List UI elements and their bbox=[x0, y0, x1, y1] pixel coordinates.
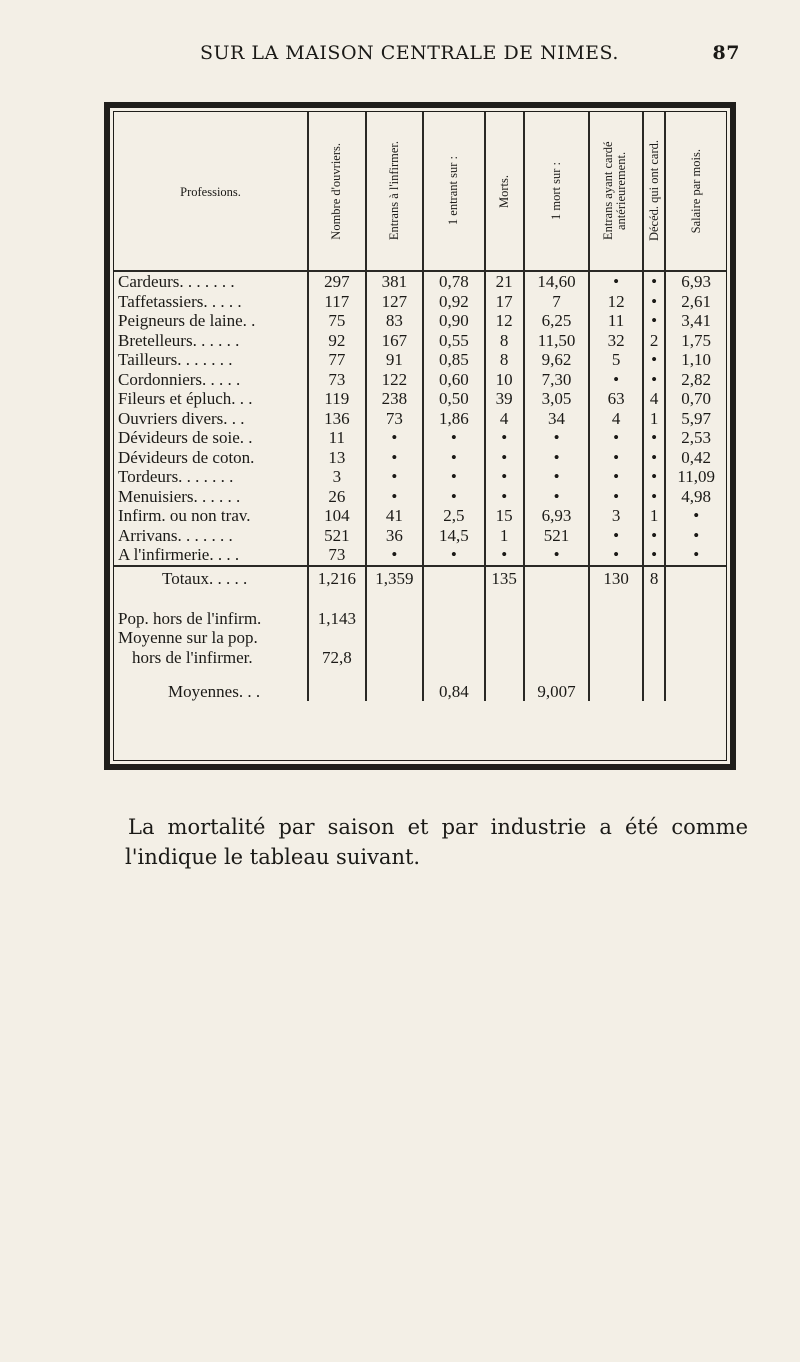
value-cell: • bbox=[485, 448, 524, 468]
header-carded-entrants: Entrans ayant cardé antérieurement. bbox=[589, 112, 642, 271]
value-cell: • bbox=[693, 545, 700, 565]
value-cell: 3 bbox=[308, 467, 366, 487]
table-row bbox=[114, 448, 726, 468]
profession-cell: Cardeurs. . . . . . . bbox=[114, 271, 308, 292]
table-row bbox=[114, 292, 726, 312]
value-cell: • bbox=[643, 487, 666, 507]
header-death-ratio: 1 mort sur : bbox=[524, 112, 590, 271]
value-cell: 167 bbox=[366, 331, 424, 351]
value-cell: 4,98 bbox=[681, 486, 712, 506]
empty-cell bbox=[643, 609, 666, 629]
empty-cell bbox=[643, 648, 666, 668]
empty-cell bbox=[423, 648, 485, 668]
value-cell: 4 bbox=[643, 389, 666, 409]
value-cell: • bbox=[643, 526, 666, 546]
value-cell: • bbox=[589, 428, 642, 448]
value-cell: 130 bbox=[589, 566, 642, 591]
value-cell: • bbox=[693, 506, 700, 526]
summary-row bbox=[114, 628, 726, 648]
value-cell: 41 bbox=[366, 506, 424, 526]
value-cell: • bbox=[366, 545, 424, 566]
value-cell: • bbox=[524, 545, 590, 566]
table-row bbox=[114, 428, 726, 448]
empty-cell bbox=[423, 591, 485, 609]
value-cell: 4 bbox=[485, 409, 524, 429]
empty-cell bbox=[589, 648, 642, 668]
value-cell: 238 bbox=[366, 389, 424, 409]
value-cell: 6,93 bbox=[681, 272, 712, 292]
table-row bbox=[114, 467, 726, 487]
value-cell bbox=[485, 667, 524, 701]
header-entrants: Entrans à l'infirmer. bbox=[366, 112, 424, 271]
value-cell: 73 bbox=[308, 545, 366, 566]
spacer-row bbox=[114, 591, 726, 609]
table-row bbox=[114, 370, 726, 390]
value-cell bbox=[589, 667, 642, 701]
value-cell: • bbox=[485, 467, 524, 487]
value-cell: 3 bbox=[589, 506, 642, 526]
value-cell: • bbox=[643, 545, 666, 566]
summary-row bbox=[114, 648, 726, 668]
value-cell: 0,42 bbox=[681, 447, 712, 467]
running-header bbox=[190, 42, 740, 72]
value-cell: 12 bbox=[589, 292, 642, 312]
profession-cell: Ouvriers divers. . . bbox=[114, 409, 308, 429]
value-cell: 1,216 bbox=[308, 566, 366, 591]
empty-cell bbox=[665, 591, 726, 609]
value-cell: 2,5 bbox=[423, 506, 485, 526]
value-cell: 36 bbox=[366, 526, 424, 546]
value-cell: 1 bbox=[485, 526, 524, 546]
value-cell: • bbox=[423, 545, 485, 566]
table-row bbox=[114, 409, 726, 429]
value-cell: • bbox=[366, 467, 424, 487]
value-cell: 32 bbox=[589, 331, 642, 351]
table-row bbox=[114, 545, 726, 566]
value-cell: 0,85 bbox=[423, 350, 485, 370]
value-cell: 0,78 bbox=[423, 271, 485, 292]
value-cell: 73 bbox=[308, 370, 366, 390]
profession-cell: Moyennes. . . bbox=[114, 667, 308, 701]
table-row bbox=[114, 526, 726, 546]
value-cell: 521 bbox=[308, 526, 366, 546]
value-cell: 13 bbox=[308, 448, 366, 468]
header-entrant-ratio: 1 entrant sur : bbox=[423, 112, 485, 271]
mortality-table bbox=[114, 112, 726, 701]
summary-value: 72,8 bbox=[308, 648, 366, 668]
value-cell: 1 bbox=[643, 409, 666, 429]
value-cell: • bbox=[423, 448, 485, 468]
value-cell: • bbox=[423, 487, 485, 507]
value-cell: 14,60 bbox=[524, 271, 590, 292]
value-cell: 4 bbox=[589, 409, 642, 429]
table-row bbox=[114, 487, 726, 507]
value-cell: 117 bbox=[308, 292, 366, 312]
table-row bbox=[114, 271, 726, 292]
value-cell: 6,93 bbox=[524, 506, 590, 526]
summary-label: hors de l'infirmer. bbox=[114, 648, 308, 668]
profession-cell: Taffetassiers. . . . . bbox=[114, 292, 308, 312]
value-cell: • bbox=[485, 487, 524, 507]
value-cell: • bbox=[366, 448, 424, 468]
value-cell: 91 bbox=[366, 350, 424, 370]
profession-cell: A l'infirmerie. . . . bbox=[114, 545, 308, 566]
value-cell: 3,05 bbox=[524, 389, 590, 409]
empty-cell bbox=[665, 628, 726, 648]
value-cell: • bbox=[643, 370, 666, 390]
value-cell: 26 bbox=[308, 487, 366, 507]
empty-cell bbox=[524, 609, 590, 629]
value-cell: • bbox=[643, 448, 666, 468]
value-cell bbox=[308, 667, 366, 701]
value-cell: 17 bbox=[485, 292, 524, 312]
value-cell: 63 bbox=[589, 389, 642, 409]
profession-cell: Tailleurs. . . . . . . bbox=[114, 350, 308, 370]
summary-value bbox=[308, 628, 366, 648]
value-cell: • bbox=[524, 467, 590, 487]
value-cell: 0,50 bbox=[423, 389, 485, 409]
value-cell: 119 bbox=[308, 389, 366, 409]
value-cell bbox=[665, 667, 726, 701]
value-cell bbox=[665, 566, 726, 591]
empty-cell bbox=[366, 591, 424, 609]
empty-cell bbox=[423, 628, 485, 648]
empty-cell bbox=[665, 648, 726, 668]
value-cell: 21 bbox=[485, 271, 524, 292]
value-cell: 104 bbox=[308, 506, 366, 526]
table-row bbox=[114, 331, 726, 351]
value-cell: 6,25 bbox=[524, 311, 590, 331]
empty-cell bbox=[524, 591, 590, 609]
value-cell: • bbox=[643, 467, 666, 487]
value-cell bbox=[643, 667, 666, 701]
value-cell: 10 bbox=[485, 370, 524, 390]
summary-row bbox=[114, 609, 726, 629]
value-cell: 2,61 bbox=[681, 291, 712, 311]
profession-cell: Totaux. . . . . bbox=[114, 566, 308, 591]
table-row bbox=[114, 311, 726, 331]
value-cell: 5,97 bbox=[681, 408, 712, 428]
value-cell: 136 bbox=[308, 409, 366, 429]
value-cell: • bbox=[366, 428, 424, 448]
value-cell: • bbox=[589, 467, 642, 487]
value-cell: • bbox=[366, 487, 424, 507]
empty-cell bbox=[485, 628, 524, 648]
empty-cell bbox=[485, 648, 524, 668]
empty-cell bbox=[308, 591, 366, 609]
value-cell: 8 bbox=[485, 350, 524, 370]
empty-cell bbox=[366, 609, 424, 629]
profession-cell: Infirm. ou non trav. bbox=[114, 506, 308, 526]
value-cell: 39 bbox=[485, 389, 524, 409]
header-workers: Nombre d'ouvriers. bbox=[308, 112, 366, 271]
value-cell: 127 bbox=[366, 292, 424, 312]
value-cell: • bbox=[643, 271, 666, 292]
running-title: SUR LA MAISON CENTRALE DE NIMES. bbox=[200, 42, 619, 64]
value-cell: • bbox=[589, 487, 642, 507]
profession-cell: Peigneurs de laine. . bbox=[114, 311, 308, 331]
value-cell: 2,82 bbox=[681, 369, 712, 389]
empty-cell bbox=[366, 648, 424, 668]
value-cell: • bbox=[589, 271, 642, 292]
value-cell: • bbox=[643, 311, 666, 331]
value-cell: • bbox=[589, 526, 642, 546]
value-cell: • bbox=[643, 350, 666, 370]
value-cell: 521 bbox=[524, 526, 590, 546]
value-cell: 9,007 bbox=[524, 667, 590, 701]
profession-cell: Fileurs et épluch. . . bbox=[114, 389, 308, 409]
value-cell: 15 bbox=[485, 506, 524, 526]
value-cell: 0,55 bbox=[423, 331, 485, 351]
value-cell: 75 bbox=[308, 311, 366, 331]
table-row bbox=[114, 389, 726, 409]
paragraph-line-1: La mortalité par saison et par industrie a été comme bbox=[128, 815, 748, 839]
empty-cell bbox=[643, 628, 666, 648]
value-cell bbox=[366, 667, 424, 701]
value-cell: 11 bbox=[589, 311, 642, 331]
value-cell: 0,92 bbox=[423, 292, 485, 312]
value-cell: 8 bbox=[643, 566, 666, 591]
profession-cell: Bretelleurs. . . . . . bbox=[114, 331, 308, 351]
profession-cell: Cordonniers. . . . . bbox=[114, 370, 308, 390]
profession-cell: Tordeurs. . . . . . . bbox=[114, 467, 308, 487]
table-header-row bbox=[114, 112, 726, 271]
value-cell: 14,5 bbox=[423, 526, 485, 546]
profession-cell: Menuisiers. . . . . . bbox=[114, 487, 308, 507]
value-cell: • bbox=[524, 448, 590, 468]
value-cell: 7 bbox=[524, 292, 590, 312]
value-cell: 8 bbox=[485, 331, 524, 351]
value-cell: 11,09 bbox=[677, 467, 715, 487]
value-cell: 381 bbox=[366, 271, 424, 292]
value-cell: • bbox=[524, 487, 590, 507]
profession-cell: Dévideurs de soie. . bbox=[114, 428, 308, 448]
empty-cell bbox=[524, 648, 590, 668]
value-cell: • bbox=[589, 545, 642, 566]
value-cell: 34 bbox=[524, 409, 590, 429]
value-cell: • bbox=[643, 292, 666, 312]
empty-cell bbox=[114, 591, 308, 609]
table-body bbox=[114, 271, 726, 701]
empty-cell bbox=[589, 609, 642, 629]
table-row bbox=[114, 506, 726, 526]
averages-row bbox=[114, 667, 726, 701]
empty-cell bbox=[524, 628, 590, 648]
value-cell: • bbox=[423, 467, 485, 487]
header-salary: Salaire par mois. bbox=[665, 112, 726, 271]
empty-cell bbox=[423, 609, 485, 629]
summary-label: Moyenne sur la pop. bbox=[114, 628, 308, 648]
value-cell: 7,30 bbox=[524, 370, 590, 390]
value-cell: 83 bbox=[366, 311, 424, 331]
summary-label: Pop. hors de l'infirm. bbox=[114, 609, 308, 629]
header-professions: Professions. bbox=[114, 112, 308, 271]
summary-value: 1,143 bbox=[308, 609, 366, 629]
value-cell: 1 bbox=[643, 506, 666, 526]
value-cell: 73 bbox=[366, 409, 424, 429]
value-cell: 0,60 bbox=[423, 370, 485, 390]
value-cell: • bbox=[485, 545, 524, 566]
value-cell: 3,41 bbox=[681, 311, 712, 331]
value-cell: 5 bbox=[589, 350, 642, 370]
body-paragraph bbox=[125, 812, 748, 872]
value-cell: • bbox=[524, 428, 590, 448]
value-cell bbox=[524, 566, 590, 591]
paragraph-line-2: l'indique le tableau suivant. bbox=[125, 845, 421, 869]
page-number: 87 bbox=[712, 42, 740, 64]
value-cell: 0,90 bbox=[423, 311, 485, 331]
value-cell: • bbox=[643, 428, 666, 448]
value-cell: 0,70 bbox=[681, 389, 712, 409]
value-cell: 11,50 bbox=[524, 331, 590, 351]
empty-cell bbox=[589, 628, 642, 648]
value-cell: 2,53 bbox=[681, 428, 712, 448]
value-cell: 2 bbox=[643, 331, 666, 351]
empty-cell bbox=[485, 609, 524, 629]
profession-cell: Dévideurs de coton. bbox=[114, 448, 308, 468]
profession-cell: Arrivans. . . . . . . bbox=[114, 526, 308, 546]
value-cell: 77 bbox=[308, 350, 366, 370]
value-cell: 122 bbox=[366, 370, 424, 390]
header-carded-deaths: Décéd. qui ont card. bbox=[643, 112, 666, 271]
empty-cell bbox=[485, 591, 524, 609]
header-deaths: Morts. bbox=[485, 112, 524, 271]
value-cell: 1,86 bbox=[423, 409, 485, 429]
value-cell: 1,359 bbox=[366, 566, 424, 591]
value-cell: • bbox=[693, 525, 700, 545]
totals-row bbox=[114, 566, 726, 591]
value-cell: • bbox=[589, 448, 642, 468]
table-row bbox=[114, 350, 726, 370]
value-cell: • bbox=[589, 370, 642, 390]
value-cell: 135 bbox=[485, 566, 524, 591]
value-cell: 1,75 bbox=[681, 330, 712, 350]
empty-cell bbox=[589, 591, 642, 609]
value-cell: • bbox=[485, 428, 524, 448]
value-cell: • bbox=[423, 428, 485, 448]
value-cell: 0,84 bbox=[423, 667, 485, 701]
value-cell bbox=[423, 566, 485, 591]
empty-cell bbox=[665, 609, 726, 629]
value-cell: 297 bbox=[308, 271, 366, 292]
table-frame-inner bbox=[113, 111, 727, 761]
value-cell: 9,62 bbox=[524, 350, 590, 370]
empty-cell bbox=[643, 591, 666, 609]
value-cell: 92 bbox=[308, 331, 366, 351]
value-cell: 11 bbox=[308, 428, 366, 448]
value-cell: 1,10 bbox=[681, 350, 712, 370]
table-frame bbox=[104, 102, 736, 770]
empty-cell bbox=[366, 628, 424, 648]
value-cell: 12 bbox=[485, 311, 524, 331]
